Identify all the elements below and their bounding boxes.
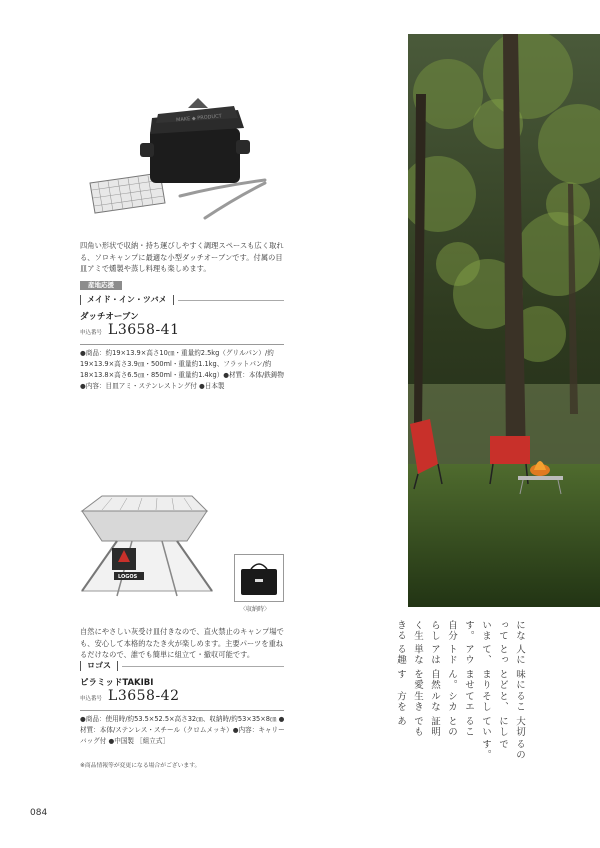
product-1-code-label: 申込番号 [80,330,103,336]
product-1-name: ダッチオーブン [80,312,139,322]
page-number: 084 [30,808,48,818]
grill-stand-icon [82,496,212,596]
product-2-maker: ロゴス [80,661,118,671]
essay-line: 人にとって、アウトドアは単なる趣 [395,644,525,666]
product-2-code-label: 申込番号 [80,696,103,702]
carry-bag-image [234,554,284,602]
product-2-code-row [80,688,180,704]
product-1-code-row [80,322,180,338]
product-2-description: 自然にやさしい灰受け皿付きなので、直火禁止のキャンプ場でも、安心して本格的なたき火が楽しめます。主要パーツを重ねるだけなので、誰でも簡単に組立て・撤収可能です。 [80,627,284,659]
disclaimer-note: ※商品情報等が変更になる場合がございます。 [80,763,201,769]
pyramid-takibi-image [72,486,222,606]
product-2-specs: ●商品：使用時/約53.5×52.5×高さ32㎝、収納時/約53×35×8㎝ ●材質：本体/ステンレス・スチール（クロムメッキ）●内容：キャリーバッグ付 ●中国製 ［組立式］ [80,715,285,745]
essay-line: るのです。 [480,738,525,761]
dutch-oven-image [80,88,280,238]
maker-divider [122,666,284,667]
product-2-maker-row [80,660,284,672]
product-1-maker-row [80,294,284,306]
dutch-oven-icon [140,98,250,183]
maker-divider [178,300,284,301]
carry-bag-icon [241,564,277,595]
local-support-badge: 産地応援 [80,281,122,290]
svg-text:LOGOS: LOGOS [118,574,138,580]
svg-text:MAKE ◆ PRODUCT: MAKE ◆ PRODUCT [175,113,222,124]
essay-line: ること、そしてエシカルな生き方を [395,691,525,713]
essay-line: になっています。自分らしく生きる [395,620,525,642]
forest-campsite-photo [408,34,600,607]
product-1-rule [80,344,284,345]
product-1-specs: ●商品：約19×13.9×高さ10㎝・重量約2.5kg（グリルパン）/約19×13.9×高さ3.9㎝・500ml・重量約1.1kg、フラットパン/約18×13.8×高さ6.5㎝・850ml・重量約1.4kg）●材質：本体/鉄鋳物 ●内容：目皿アミ・ステンレストング付 ●日本製 [80,349,285,390]
product-2-name: ピラミッドTAKIBI [80,678,154,688]
vertical-essay-text [392,620,528,760]
product-1-maker: メイド・イン・ツバメ [80,295,174,305]
essay-line: 大切にしていることの証明でもあ [395,715,525,738]
bag-caption: 〈収納時〉 [240,606,271,613]
tongs-icon [180,180,265,218]
product-1-description: 四角い形状で収納・持ち運びしやすく調理スペースも広く取れる、ソロキャンプに最適な小型ダッチオーブンです。付属の目皿アミで燻製や蒸し料理も楽しめます。 [80,241,284,273]
product-2-code: L3658-42 [108,688,180,704]
vertical-essay [395,620,528,770]
essay-line: 味にとどまりません。自然を愛す [395,668,525,691]
product-2-rule [80,710,284,711]
product-1-code: L3658-41 [108,322,180,338]
